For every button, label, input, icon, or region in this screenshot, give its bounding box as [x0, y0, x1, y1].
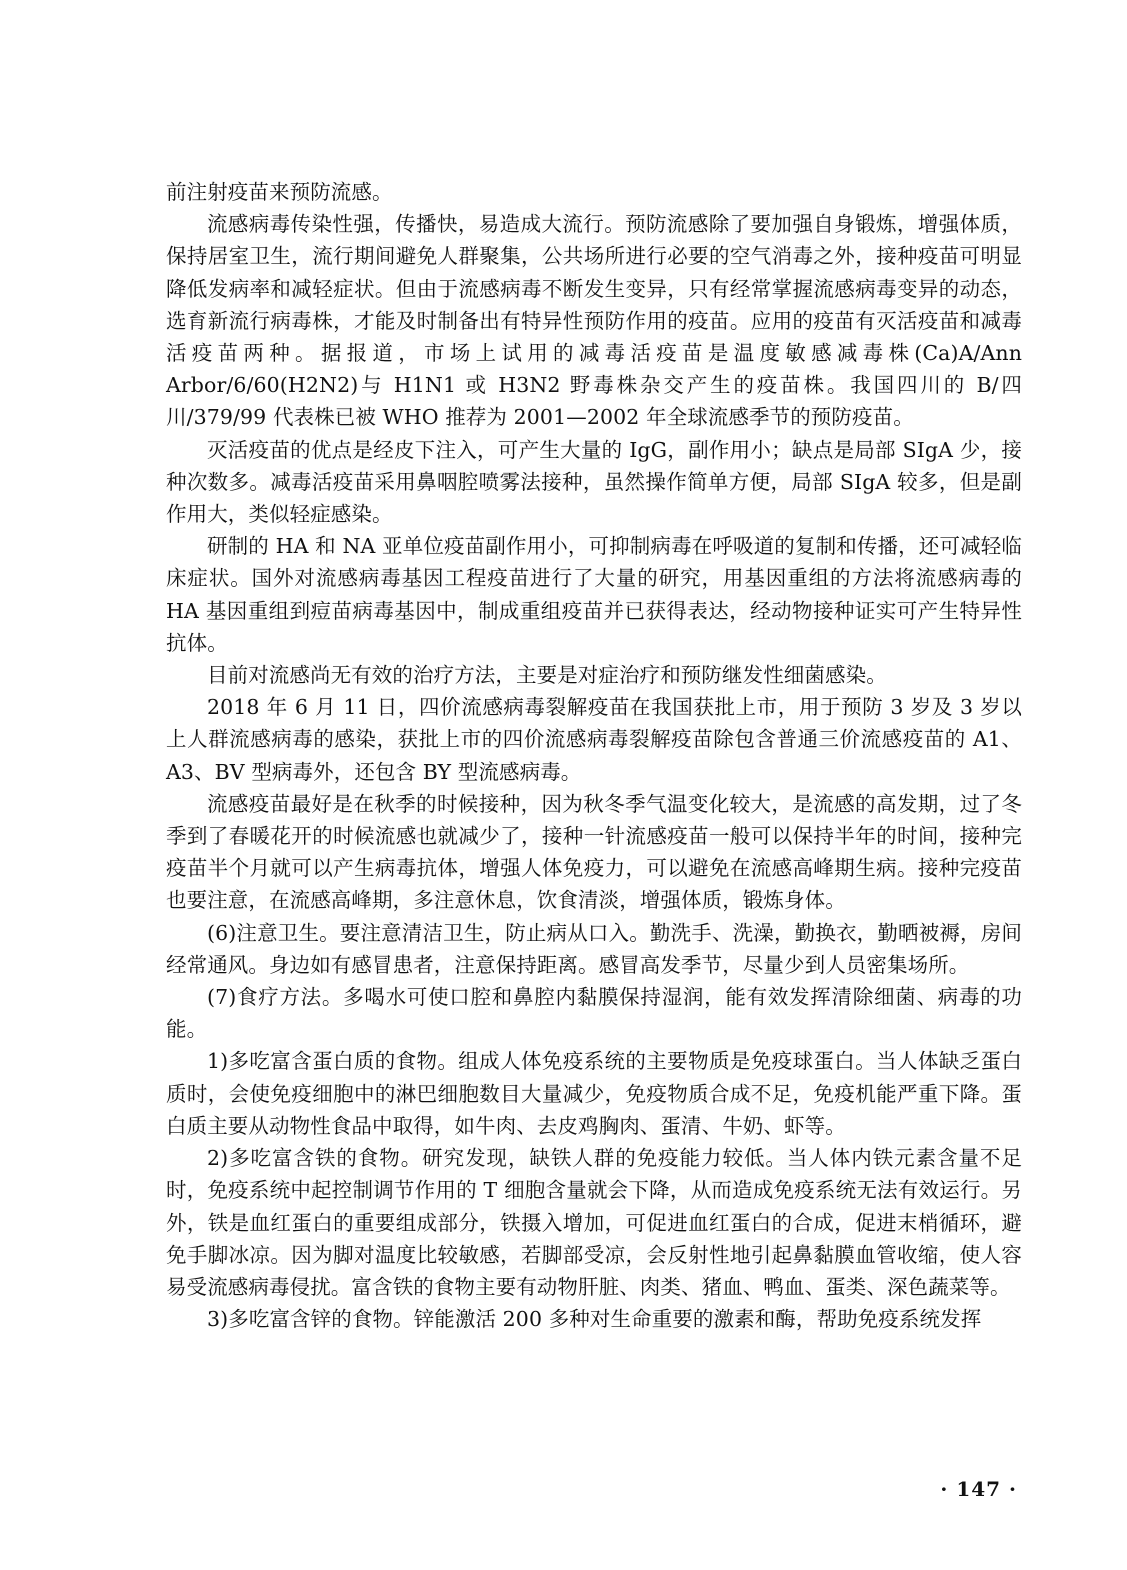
paragraph: (7)食疗方法。多喝水可使口腔和鼻腔内黏膜保持湿润，能有效发挥清除细菌、病毒的功能。 — [166, 985, 1022, 1042]
paragraph: 流感疫苗最好是在秋季的时候接种，因为秋冬季气温变化较大，是流感的高发期，过了冬季到了春暖花开的时候流感也就减少了，接种一针流感疫苗一般可以保持半年的时间，接种完疫苗半个月就可以产生病毒抗体，增强人体免疫力，可以避免在流感高峰期生病。接种完疫苗也要注意，在流感高峰期，多注意休息，饮食清淡，增强体质，锻炼身体。 — [166, 791, 1022, 913]
page-number: · 147 · — [940, 1477, 1017, 1501]
paragraph: 3)多吃富含锌的食物。锌能激活 200 多种对生命重要的激素和酶，帮助免疫系统发挥 — [207, 1307, 982, 1332]
paragraph: 1)多吃富含蛋白质的食物。组成人体免疫系统的主要物质是免疫球蛋白。当人体缺乏蛋白质时，会使免疫细胞中的淋巴细胞数目大量减少，免疫物质合成不足，免疫机能严重下降。蛋白质主要从动物性食品中取得，如牛肉、去皮鸡胸肉、蛋清、牛奶、虾等。 — [166, 1049, 1022, 1138]
paragraph: 前注射疫苗来预防流感。 — [166, 180, 393, 204]
paragraph: 2018 年 6 月 11 日，四价流感病毒裂解疫苗在我国获批上市，用于预防 3 岁及 3 岁以上人群流感病毒的感染，获批上市的四价流感病毒裂解疫苗除包含普通三价流感疫苗的 A1、A3、BV 型病毒外，还包含 BY 型流感病毒。 — [166, 695, 1022, 784]
paragraph: 目前对流感尚无有效的治疗方法，主要是对症治疗和预防继发性细菌感染。 — [207, 663, 887, 688]
body-text — [166, 176, 1022, 1335]
paragraph: 2)多吃富含铁的食物。研究发现，缺铁人群的免疫能力较低。当人体内铁元素含量不足时，免疫系统中起控制调节作用的 T 细胞含量就会下降，从而造成免疫系统无法有效运行。另外，铁是血红蛋白的重要组成部分，铁摄入增加，可促进血红蛋白的合成，促进末梢循环，避免手脚冰凉。因为脚对温度比较敏感，若脚部受凉，会反射性地引起鼻黏膜血管收缩，使人容易受流感病毒侵扰。富含铁的食物主要有动物肝脏、肉类、猪血、鸭血、蛋类、深色蔬菜等。 — [166, 1146, 1022, 1299]
paragraph: 研制的 HA 和 NA 亚单位疫苗副作用小，可抑制病毒在呼吸道的复制和传播，还可减轻临床症状。国外对流感病毒基因工程疫苗进行了大量的研究，用基因重组的方法将流感病毒的 HA 基因重组到痘苗病毒基因中，制成重组疫苗并已获得表达，经动物接种证实可产生特异性抗体。 — [166, 534, 1022, 655]
paragraph: (6)注意卫生。要注意清洁卫生，防止病从口入。勤洗手、洗澡，勤换衣，勤晒被褥，房间经常通风。身边如有感冒患者，注意保持距离。感冒高发季节，尽量少到人员密集场所。 — [166, 920, 1022, 977]
paragraph: 灭活疫苗的优点是经皮下注入，可产生大量的 IgG，副作用小；缺点是局部 SIgA 少，接种次数多。减毒活疫苗采用鼻咽腔喷雾法接种，虽然操作简单方便，局部 SIgA 较多，但是副作用大，类似轻症感染。 — [166, 437, 1022, 527]
paragraph: 流感病毒传染性强，传播快，易造成大流行。预防流感除了要加强自身锻炼，增强体质，保持居室卫生，流行期间避免人群聚集，公共场所进行必要的空气消毒之外，接种疫苗可明显降低发病率和减轻症状。但由于流感病毒不断发生变异，只有经常掌握流感病毒变异的动态，选育新流行病毒株，才能及时制备出有特异性预防作用的疫苗。应用的疫苗有灭活疫苗和减毒活疫苗两种。据报道，市场上试用的减毒活疫苗是温度敏感减毒株(Ca)A/Ann Arbor/6/60(H2N2)与 H1N1 或 H3N2 野毒株杂交产生的疫苗株。我国四川的 B/四川/379/99 代表株已被 WHO 推荐为 2001—2002 年全球流感季节的预防疫苗。 — [166, 212, 1022, 430]
